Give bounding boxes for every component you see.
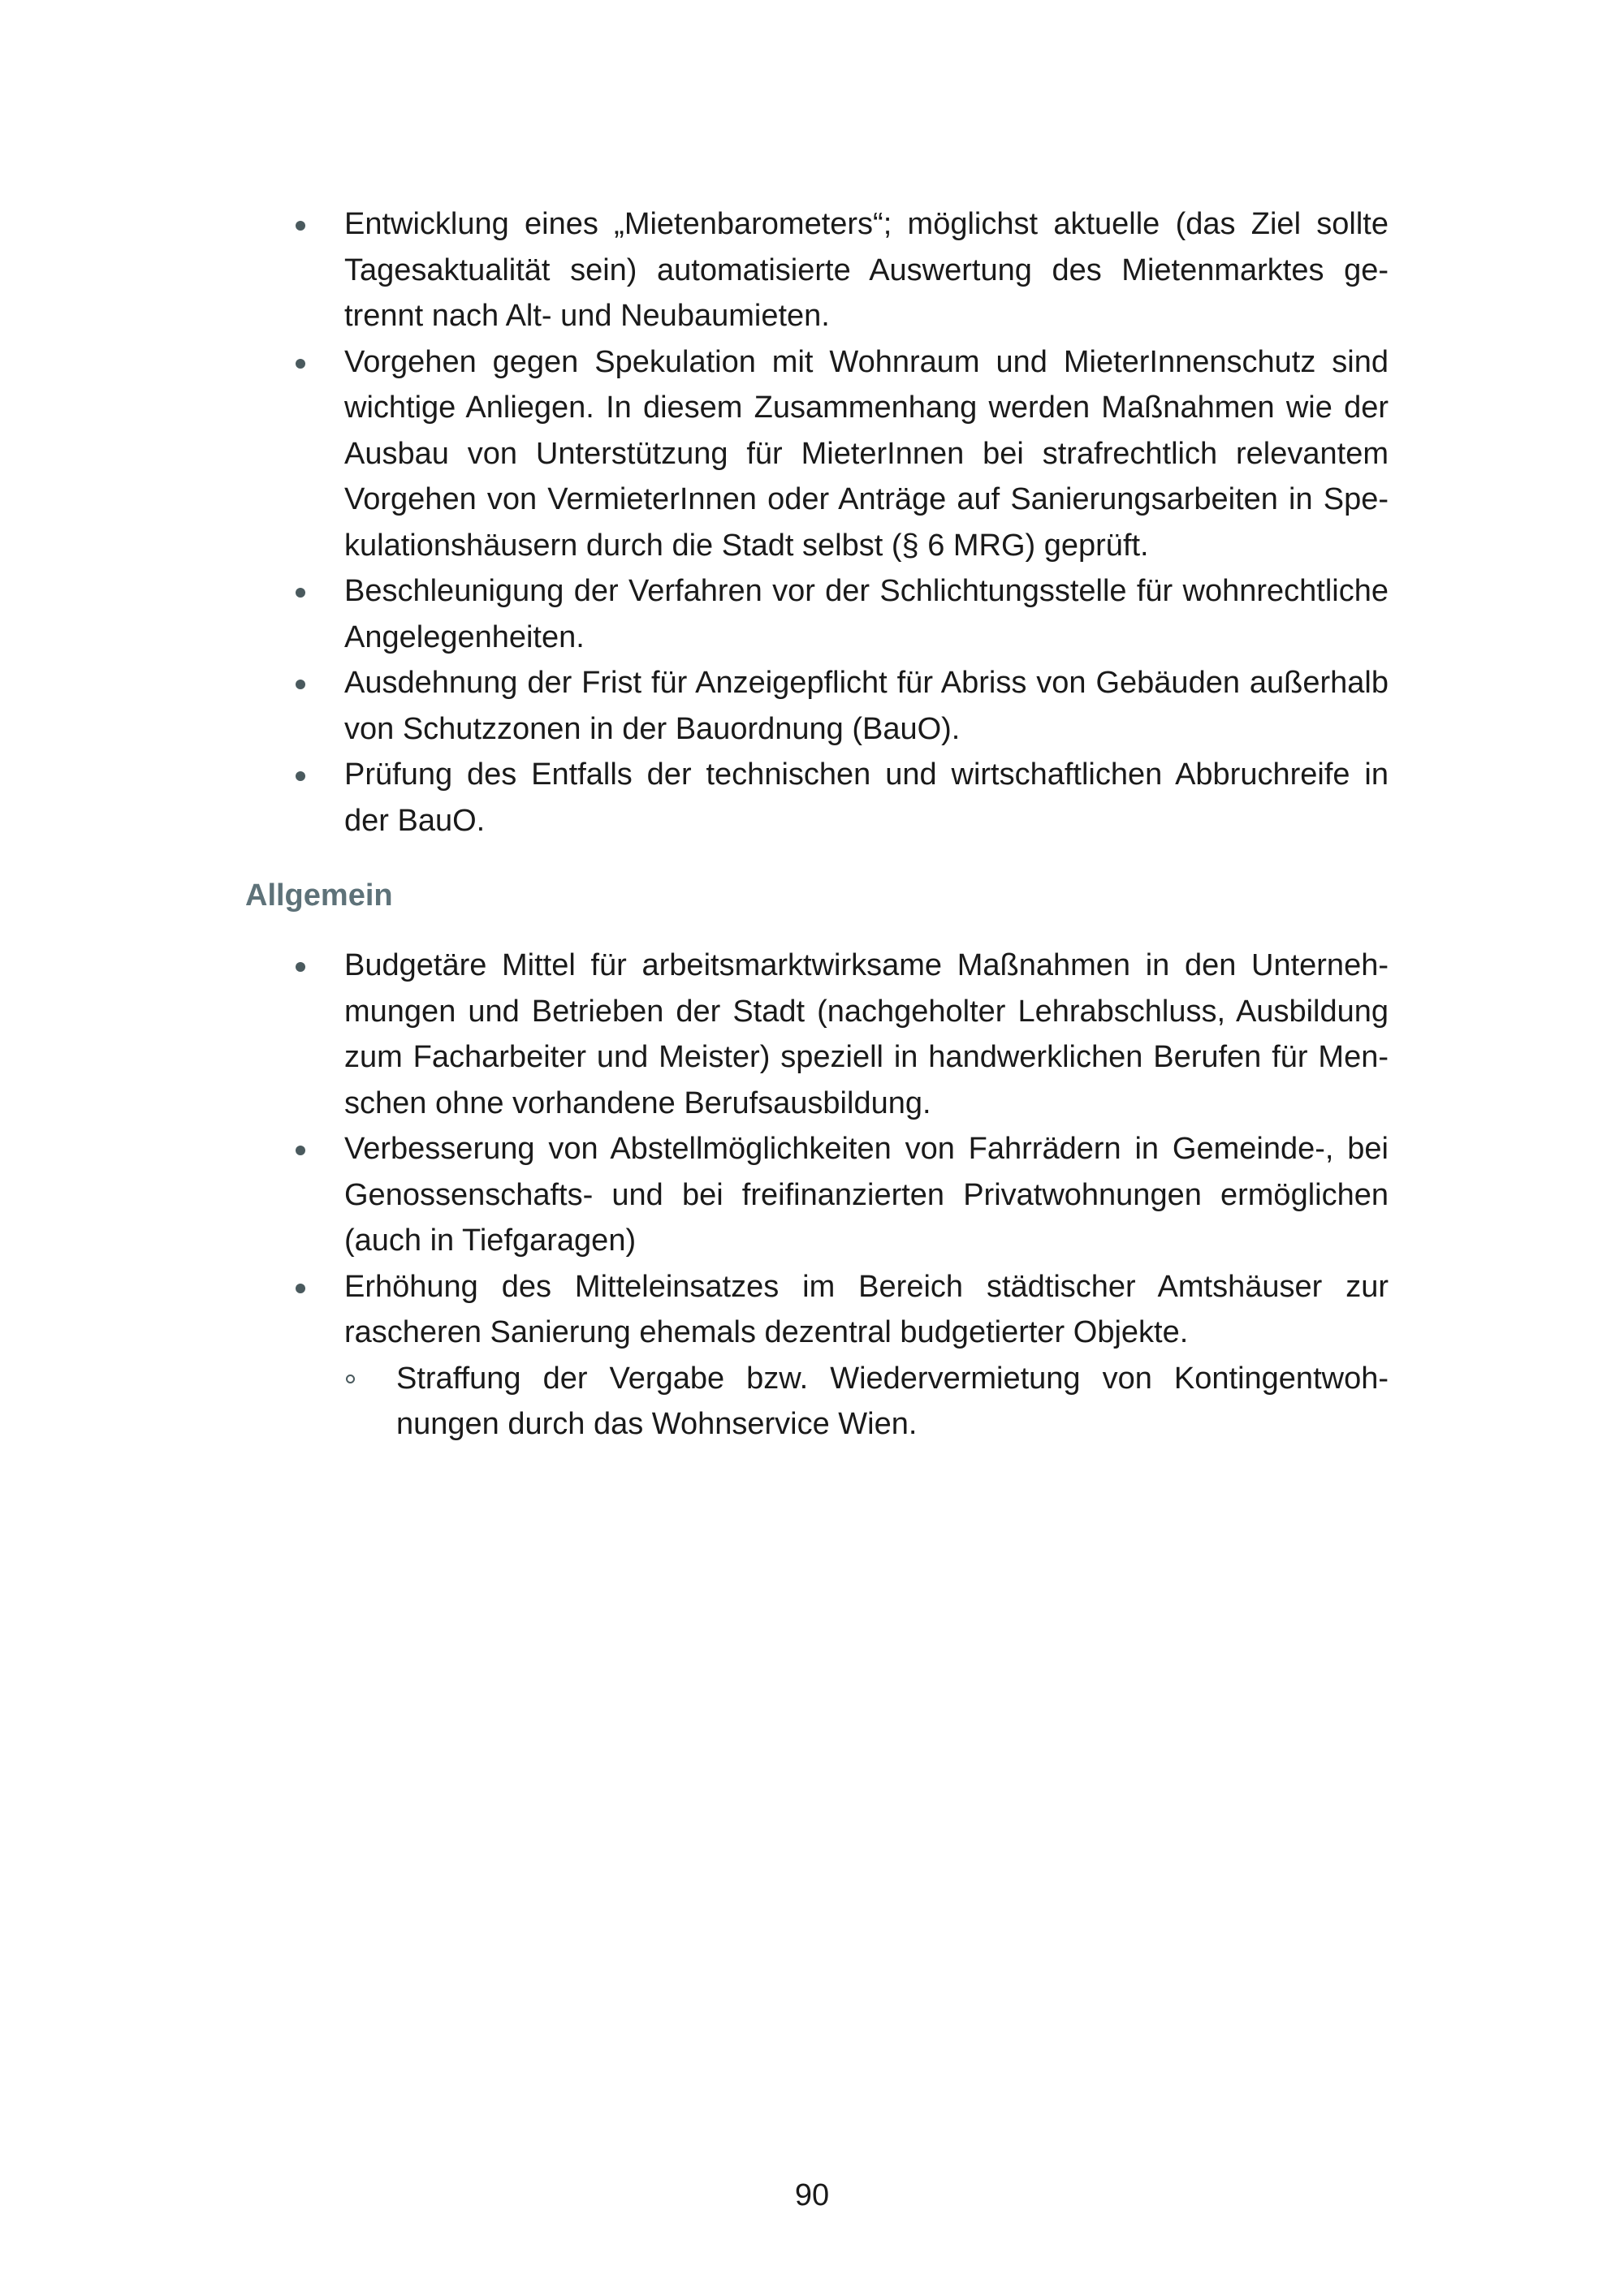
- list-item: [344, 752, 1389, 844]
- list-item: [344, 660, 1389, 752]
- sub-list: [344, 1356, 1389, 1448]
- list-item-text: Beschleunigung der Verfahren vor der Schlichtungsstelle für wohnrechtliche Angelegenheiten.: [344, 574, 1389, 654]
- list-item-text: Budgetäre Mittel für arbeitsmarktwirksame Maßnahmen in den Unternehmungen und Betrieben der Stadt (nachgeholter Lehrabschluss, Ausbildung zum Facharbeiter und Meister) speziell in handwerklichen Berufen für Menschen ohne vorhandene Berufsausbildung.: [344, 948, 1389, 1120]
- list-item: [344, 1126, 1389, 1264]
- bullet-icon: [296, 1284, 305, 1293]
- list-item: [344, 339, 1389, 569]
- list-item: [344, 568, 1389, 660]
- list-item-text: Ausdehnung der Frist für Anzeigepflicht für Abriss von Gebäuden außerhalb von Schutzzonen in der Bauordnung (BauO).: [344, 666, 1389, 746]
- list-item: [344, 201, 1389, 339]
- bullet-icon: [296, 680, 305, 689]
- bullet-icon: [296, 771, 305, 781]
- bullet-icon: [296, 221, 305, 231]
- sub-list-item-text: Straffung der Vergabe bzw. Wiedervermietung von Kontingentwohnungen durch das Wohnservice Wien.: [396, 1361, 1389, 1441]
- page-content: [245, 201, 1389, 1448]
- bullet-icon: [296, 588, 305, 598]
- list-item: [344, 1264, 1389, 1448]
- page-number: 90: [794, 2178, 830, 2212]
- list-item-text: Vorgehen gegen Spekulation mit Wohnraum und MieterInnenschutz sind wichtige Anliegen. In diesem Zusammenhang werden Maßnahmen wie der Ausbau von Unterstützung für MieterInnen bei strafrechtlich relevantem Vorgehen von VermieterInnen oder Anträge auf Sanierungsarbeiten in Spekulationshäusern durch die Stadt selbst (§ 6 MRG) geprüft.: [344, 344, 1389, 563]
- list-item-text: Erhöhung des Mitteleinsatzes im Bereich städtischer Amtshäuser zur rascheren Sanierung ehemals dezentral budgetierter Objekte.: [344, 1269, 1389, 1349]
- list-item-text: Prüfung des Entfalls der technischen und wirtschaftlichen Abbruchreife in der BauO.: [344, 757, 1389, 838]
- list-item-text: Entwicklung eines „Mietenbarometers“; möglichst aktuelle (das Ziel sollte Tagesaktualität sein) automatisierte Auswertung des Mietenmarktes getrennt nach Alt- und Neubaumieten.: [344, 207, 1389, 333]
- bullet-icon: [296, 359, 305, 369]
- sub-list-item: [396, 1356, 1389, 1448]
- bullet-list-general: [245, 943, 1389, 1448]
- bullet-icon: [296, 962, 305, 972]
- bullet-icon: [296, 1146, 305, 1155]
- list-item: [344, 943, 1389, 1126]
- circle-bullet-icon: [346, 1375, 355, 1383]
- section-heading-allgemein: Allgemein: [245, 878, 393, 913]
- list-item-text: Verbesserung von Abstellmöglichkeiten von Fahrrädern in Gemeinde-, bei Genossenschafts- und bei freifinanzierten Privatwohnungen ermöglichen (auch in Tiefgaragen): [344, 1132, 1389, 1258]
- bullet-list-housing: [245, 201, 1389, 844]
